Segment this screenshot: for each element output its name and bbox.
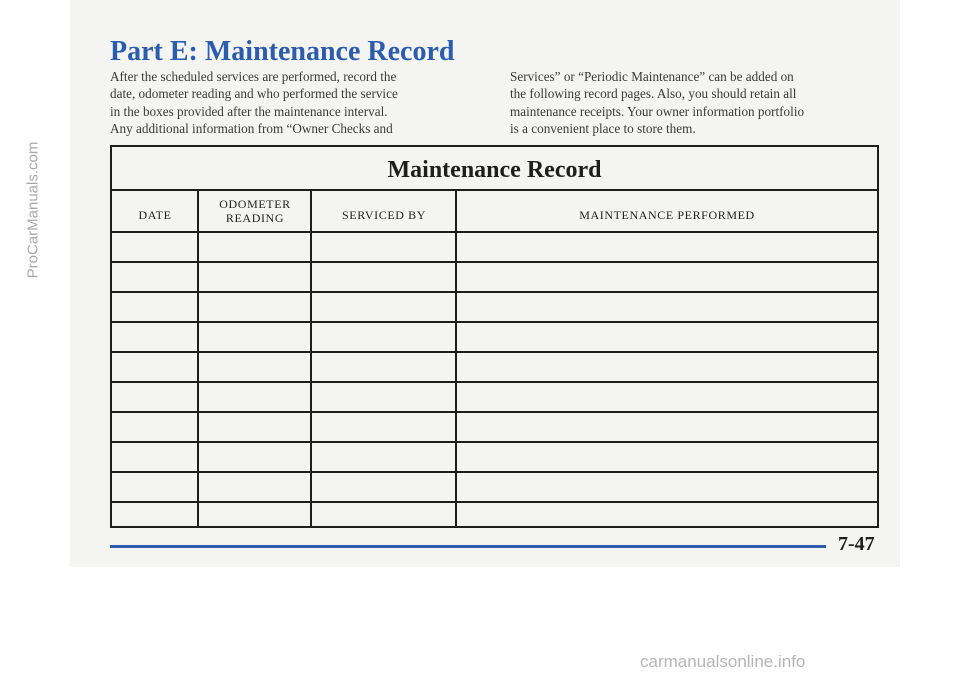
table-cell	[199, 413, 310, 441]
table-cell	[112, 443, 197, 471]
intro-line: Services” or “Periodic Maintenance” can be added on	[510, 69, 794, 84]
intro-line: maintenance receipts. Your owner information portfolio	[510, 103, 805, 119]
table-cell	[199, 383, 310, 411]
column-header-odometer-reading	[199, 191, 311, 231]
column-header-maintenance-performed: MAINTENANCE PERFORMED	[579, 208, 755, 222]
table-cell	[199, 293, 310, 321]
table-cell	[457, 353, 877, 381]
table-cell	[199, 503, 310, 531]
table-cell	[457, 293, 877, 321]
table-cell	[112, 473, 197, 501]
table-cell	[312, 233, 455, 261]
table-cell	[457, 233, 877, 261]
table-cell	[457, 263, 877, 291]
table-row	[112, 383, 877, 411]
table-cell	[112, 323, 197, 351]
table-cell	[112, 263, 197, 291]
table-cell	[457, 503, 877, 531]
footer-rule	[110, 545, 826, 548]
table-cell	[457, 443, 877, 471]
table-cell	[457, 323, 877, 351]
table-cell	[112, 413, 197, 441]
table-row	[112, 263, 877, 291]
table-cell	[312, 443, 455, 471]
table-cell	[199, 353, 310, 381]
intro-line: in the boxes provided after the maintenance interval.	[110, 103, 388, 119]
table-row	[112, 293, 877, 321]
intro-paragraph-right	[510, 68, 890, 137]
column-header-serviced-by: SERVICED BY	[342, 208, 426, 222]
table-cell	[312, 323, 455, 351]
table-cell	[112, 383, 197, 411]
side-watermark: ProCarManuals.com	[24, 141, 42, 279]
table-cell	[457, 413, 877, 441]
table-row	[112, 323, 877, 351]
table-cell	[112, 293, 197, 321]
table-cell	[312, 383, 455, 411]
table-cell	[199, 263, 310, 291]
intro-line: After the scheduled services are performed, record the	[110, 69, 397, 84]
table-cell	[312, 473, 455, 501]
table-cell	[199, 323, 310, 351]
table-row	[112, 443, 877, 471]
table-title: Maintenance Record	[112, 147, 877, 191]
intro-line: Any additional information from “Owner Checks and	[110, 120, 393, 136]
table-row	[112, 413, 877, 441]
table-cell	[199, 233, 310, 261]
page-number: 7-47	[838, 533, 875, 555]
table-cell	[112, 353, 197, 381]
table-cell	[112, 503, 197, 531]
table-cell	[457, 383, 877, 411]
maintenance-record-table	[110, 145, 879, 528]
bottom-watermark: carmanualsonline.info	[640, 652, 806, 671]
intro-line: date, odometer reading and who performed the service	[110, 86, 398, 102]
table-cell	[312, 413, 455, 441]
column-header-date: DATE	[138, 208, 172, 222]
intro-line: is a convenient place to store them.	[510, 120, 696, 136]
table-cell	[312, 293, 455, 321]
table-cell	[112, 233, 197, 261]
table-cell	[312, 503, 455, 531]
table-cell	[312, 263, 455, 291]
table-cell	[199, 443, 310, 471]
intro-paragraph-left	[110, 68, 490, 137]
section-title: Part E: Maintenance Record	[110, 36, 455, 67]
table-row	[112, 353, 877, 381]
table-row	[112, 233, 877, 261]
table-row	[112, 473, 877, 501]
column-header-odometer-line: ODOMETER	[219, 197, 291, 211]
table-cell	[457, 473, 877, 501]
intro-line: the following record pages. Also, you should retain all	[510, 86, 797, 102]
table-header-row	[112, 191, 877, 231]
column-header-reading-line: READING	[225, 211, 285, 225]
table-cell	[199, 473, 310, 501]
table-cell	[312, 353, 455, 381]
table-row	[112, 503, 877, 531]
